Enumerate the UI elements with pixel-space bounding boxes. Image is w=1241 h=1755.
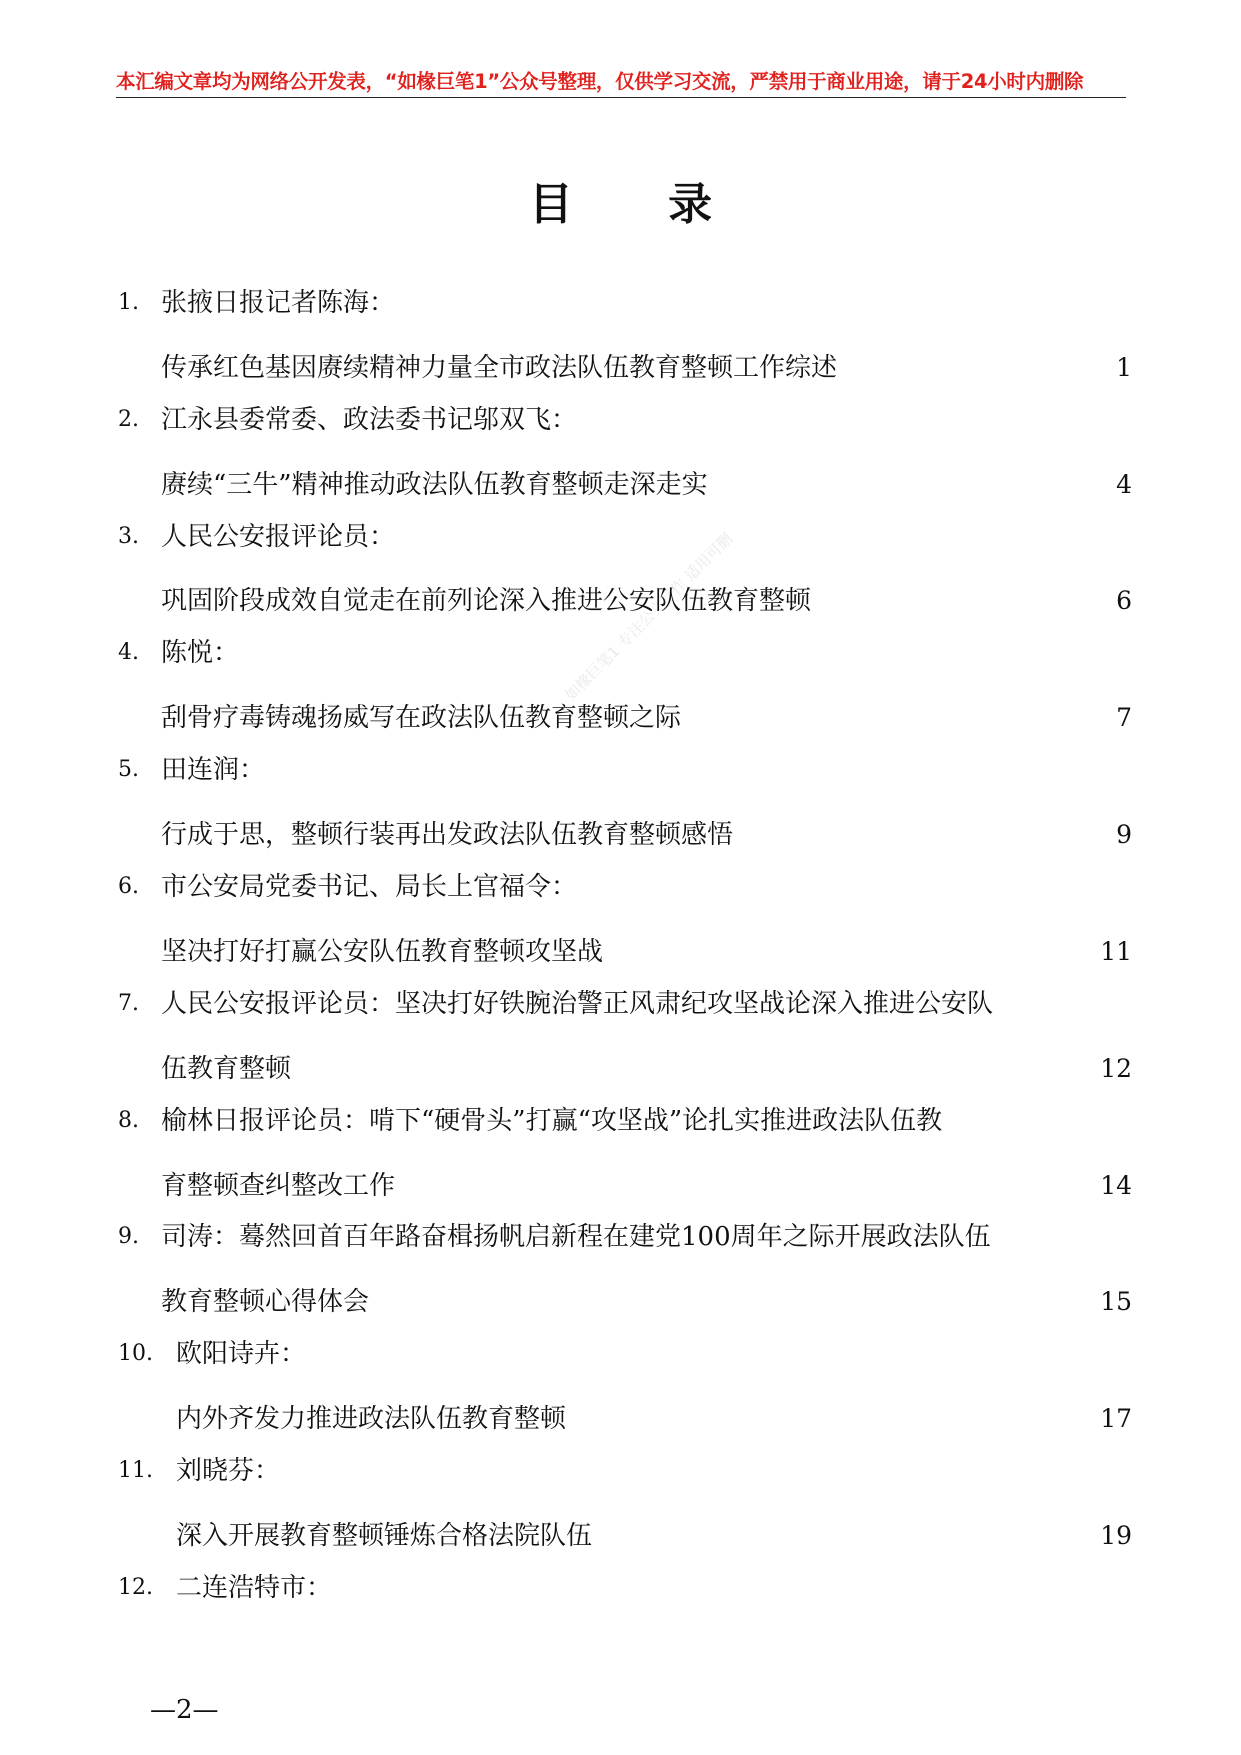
toc-entry-author: 田连润： [161,755,266,785]
toc-entry-title: 刮骨疗毒铸魂扬威写在政法队伍教育整顿之际 [161,703,682,733]
page-title: 目 录 [528,179,753,230]
toc-entry-page: 12 [1100,1054,1132,1083]
toc-entry-page: 1 [1116,353,1132,382]
toc-entry-number: 6. [118,874,139,899]
toc-entry-title-continued: 教育整顿心得体会 [161,1287,370,1317]
toc-entry-number: 11. [118,1458,153,1483]
toc-entry-author: 江永县委常委、政法委书记邬双飞： [161,405,578,435]
toc-entry-title-continued: 育整顿查纠整改工作 [161,1171,396,1201]
toc-entry-page: 9 [1116,820,1132,849]
toc-entry-page: 4 [1116,470,1132,499]
header-notice: 本汇编文章均为网络公开发表，“如椽巨笔1”公众号整理，仅供学习交流，严禁用于商业用途，请于24小时内删除 [116,70,1084,93]
toc-entry-page: 14 [1100,1171,1132,1200]
toc-entry-number: 1. [118,290,139,315]
toc-entry-title-continued: 伍教育整顿 [161,1054,292,1084]
toc-entry-number: 12. [118,1575,153,1600]
toc-entry-title: 人民公安报评论员：坚决打好铁腕治警正风肃纪攻坚战论深入推进公安队 [161,989,994,1019]
toc-entry-title: 巩固阶段成效自觉走在前列论深入推进公安队伍教育整顿 [161,586,812,616]
toc-entry-page: 15 [1100,1287,1132,1316]
toc-entry-number: 2. [118,407,139,432]
toc-entry-author: 市公安局党委书记、局长上官福令： [161,872,578,902]
toc-entry-title: 行成于思，整顿行装再出发政法队伍教育整顿感悟 [161,820,734,850]
page-number: —2— [150,1695,219,1725]
toc-entry-title: 坚决打好打赢公安队伍教育整顿攻坚战 [161,937,604,967]
toc-entry-author: 欧阳诗卉： [176,1339,307,1369]
toc-entry-title: 内外齐发力推进政法队伍教育整顿 [176,1404,567,1434]
toc-entry-author: 刘晓芬： [176,1456,281,1486]
watermark: 如椽巨笔1 专注公文写作 适用可删 [561,529,737,705]
toc-entry-author: 张掖日报记者陈海： [161,288,396,318]
toc-entry-author: 二连浩特市： [176,1573,333,1603]
toc-entry-number: 3. [118,524,139,549]
toc-entry-author: 人民公安报评论员： [161,522,396,552]
toc-entry-author: 陈悦： [161,638,240,668]
toc-entry-title: 司涛：蓦然回首百年路奋楫扬帆启新程在建党100周年之际开展政法队伍 [161,1222,991,1252]
toc-entry-number: 10. [118,1341,153,1366]
toc-entry-page: 19 [1100,1521,1132,1550]
toc-entry-title: 深入开展教育整顿锤炼合格法院队伍 [176,1521,593,1551]
toc-entry-title: 赓续“三牛”精神推动政法队伍教育整顿走深走实 [161,470,708,500]
toc-entry-page: 17 [1100,1404,1132,1433]
toc-entry-title: 传承红色基因赓续精神力量全市政法队伍教育整顿工作综述 [161,353,838,383]
toc-entry-page: 6 [1116,586,1132,615]
toc-entry-number: 7. [118,991,139,1016]
toc-entry-number: 5. [118,757,139,782]
toc-entry-page: 11 [1100,937,1132,966]
toc-entry-page: 7 [1116,703,1132,732]
toc-entry-title: 榆林日报评论员：啃下“硬骨头”打赢“攻坚战”论扎实推进政法队伍教 [161,1106,943,1136]
toc-entry-number: 8. [118,1108,139,1133]
toc-entry-number: 4. [118,640,139,665]
toc-entry-number: 9. [118,1224,139,1249]
